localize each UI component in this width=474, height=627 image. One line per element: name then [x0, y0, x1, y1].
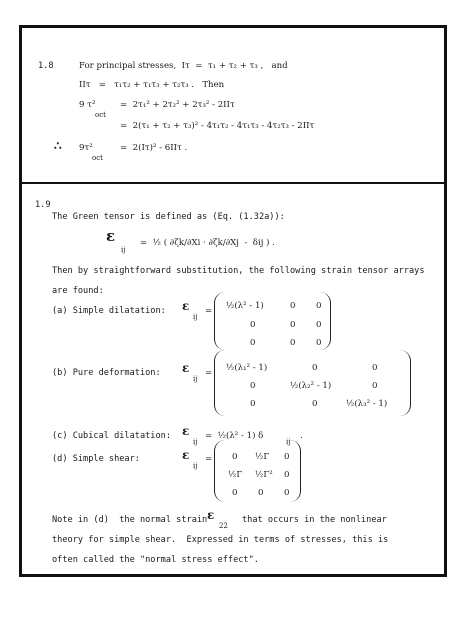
case-a-m23: 0 — [316, 320, 322, 330]
s18-line-5-rhs: = 2(Iτ)² - 6IIτ . — [120, 143, 188, 153]
case-c-eps-sub: ij — [193, 438, 198, 446]
case-b-m31: 0 — [250, 399, 256, 409]
case-b-eps-sub: ij — [193, 375, 198, 383]
case-a-m12: 0 — [290, 301, 296, 311]
case-c-eps: ε — [182, 424, 190, 438]
case-d-m31: 0 — [232, 488, 238, 498]
note-line-2: theory for simple shear. Expressed in terms of stresses, this is — [52, 535, 389, 545]
then-line-2: are found: — [52, 286, 104, 296]
case-c-end: . — [300, 431, 303, 441]
case-d-m22: ½Γ² — [255, 470, 273, 480]
note-eps-sub: 22 — [219, 522, 228, 530]
case-a-m33: 0 — [316, 338, 322, 348]
case-b-right-paren — [400, 350, 411, 416]
then-line-1: Then by straightforward substitution, the following strain tensor arrays — [52, 266, 425, 276]
case-d-m12: ½Γ — [255, 452, 270, 462]
case-a-eq: = — [205, 306, 213, 316]
case-c-eq: = ½(λ² - 1) δ — [205, 431, 264, 441]
case-d-eps-sub: ij — [193, 462, 198, 470]
case-a-eps: ε — [182, 299, 190, 313]
case-b-m12: 0 — [312, 363, 318, 373]
case-d-m11: 0 — [232, 452, 238, 462]
case-a-m13: 0 — [316, 301, 322, 311]
case-c-delta-sub: ij — [286, 438, 291, 446]
case-b-m11: ½(λ₁² - 1) — [226, 363, 268, 373]
problem-number-1-8: 1.8 — [38, 61, 54, 71]
case-b-left-paren — [214, 350, 225, 416]
case-a-left-paren — [214, 292, 225, 350]
note-line-3: often called the "normal stress effect". — [52, 555, 259, 565]
note-line-1-a: Note in (d) the normal strain — [52, 515, 208, 525]
s18-line-5-lhs: 9τ² — [79, 143, 93, 153]
s18-line-3-sub: oct — [95, 111, 106, 119]
case-d-m23: 0 — [284, 470, 290, 480]
s18-line-5-sub: oct — [92, 154, 103, 162]
case-b-m13: 0 — [372, 363, 378, 373]
case-d-m33: 0 — [284, 488, 290, 498]
case-a-m11: ½(λ² - 1) — [226, 301, 264, 311]
case-b-label: (b) Pure deformation: — [52, 368, 161, 378]
green-tensor-intro: The Green tensor is defined as (Eq. (1.32a)): — [52, 212, 285, 222]
case-b-eps: ε — [182, 361, 190, 375]
case-a-m22: 0 — [290, 320, 296, 330]
case-b-m23: 0 — [372, 381, 378, 391]
green-eq-lhs: ε — [106, 227, 116, 245]
case-b-m32: 0 — [312, 399, 318, 409]
case-d-right-paren — [290, 440, 301, 502]
case-a-label: (a) Simple dilatation: — [52, 306, 166, 316]
s18-line-3-lhs: 9 τ² — [79, 100, 96, 110]
s18-line-3-rhs: = 2τ₁² + 2τ₂² + 2τ₃² - 2IIτ — [120, 100, 235, 110]
case-b-m22: ½(λ₂² - 1) — [290, 381, 332, 391]
s18-line-2: IIτ = τ₁τ₂ + τ₁τ₃ + τ₂τ₃ . Then — [79, 80, 225, 90]
case-a-m31: 0 — [250, 338, 256, 348]
problem-number-1-9: 1.9 — [35, 200, 51, 210]
case-c-label: (c) Cubical dilatation: — [52, 431, 171, 441]
case-a-m21: 0 — [250, 320, 256, 330]
note-line-1-b: that occurs in the nonlinear — [242, 515, 387, 525]
s18-line-1: For principal stresses, Iτ = τ₁ + τ₂ + τ₃ , and — [79, 61, 288, 71]
section-divider — [19, 182, 447, 184]
case-a-m32: 0 — [290, 338, 296, 348]
case-d-m13: 0 — [284, 452, 290, 462]
green-eq-rhs: = ½ ( ∂ζk/∂Xi · ∂ζk/∂Xj - δij ) . — [140, 238, 275, 248]
case-b-m21: 0 — [250, 381, 256, 391]
case-d-left-paren — [214, 440, 225, 502]
case-b-m33: ½(λ₃² - 1) — [346, 399, 388, 409]
case-a-right-paren — [320, 292, 331, 350]
s18-line-4: = 2(τ₁ + τ₂ + τ₃)² - 4τ₁τ₂ - 4τ₁τ₃ - 4τ₂τ₃ - 2IIτ — [120, 121, 315, 131]
case-d-eps: ε — [182, 448, 190, 462]
case-a-eps-sub: ij — [193, 313, 198, 321]
green-eq-lhs-sub: ij — [121, 246, 126, 254]
case-b-eq: = — [205, 368, 213, 378]
case-d-eq: = — [205, 454, 213, 464]
case-d-m32: 0 — [258, 488, 264, 498]
note-eps: ε — [207, 508, 215, 522]
case-d-m21: ½Γ — [228, 470, 243, 480]
case-d-label: (d) Simple shear: — [52, 454, 140, 464]
therefore-symbol: ∴ — [54, 139, 62, 153]
